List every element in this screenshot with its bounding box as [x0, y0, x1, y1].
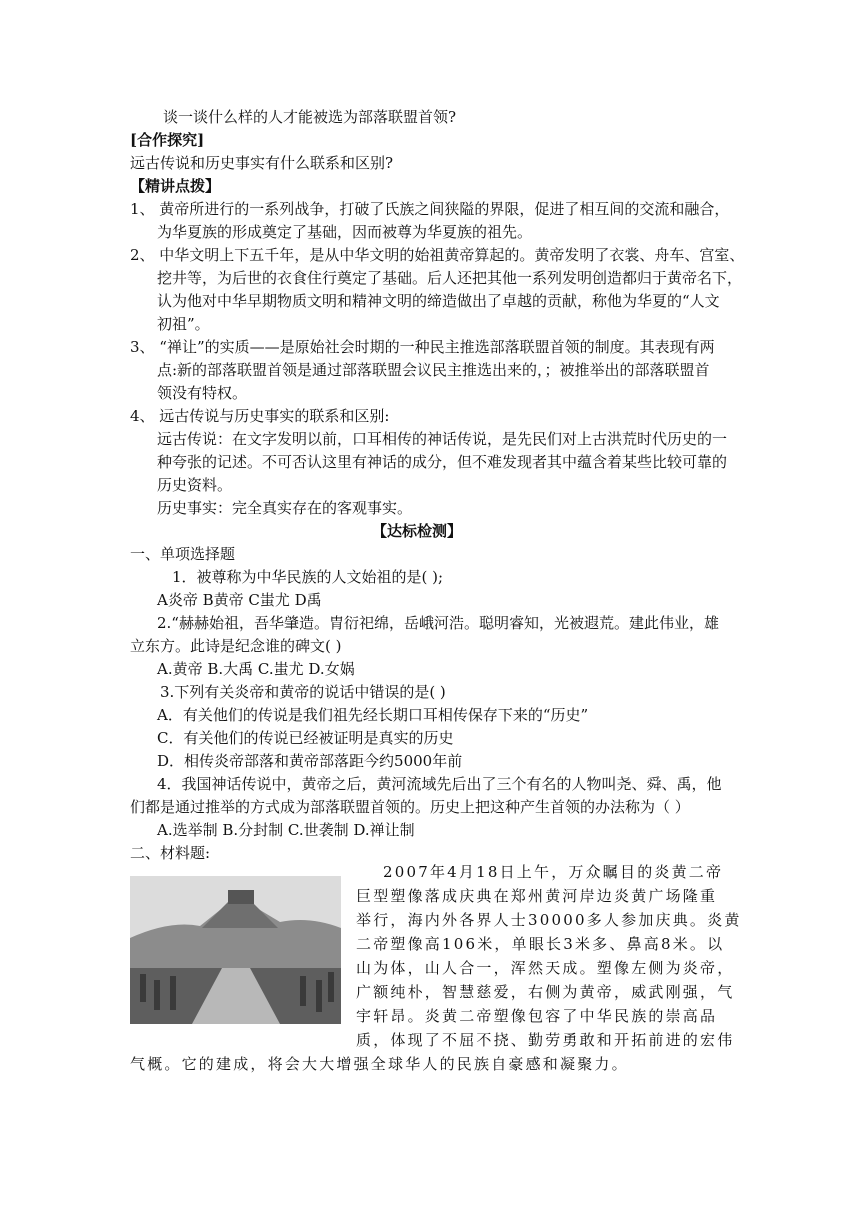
- text-line: 挖井等，为后世的衣食住行奠定了基础。后人还把其他一系列发明创造都归于黄帝名下，: [157, 269, 743, 287]
- text-line: 历史资料。: [157, 476, 233, 494]
- options: A炎帝 B黄帝 C蚩尤 D禹: [157, 591, 322, 609]
- text-line: 种夸张的记述。不可否认这里有神话的成分，但不难发现者其中蕴含着某些比较可靠的: [157, 453, 728, 471]
- text-line: 认为他对中华早期物质文明和精神文明的缔造做出了卓越的贡献，称他为华夏的“人文: [157, 292, 720, 310]
- text-line: 远古传说和历史事实有什么联系和区别?: [130, 154, 394, 172]
- section-heading: [合作探究]: [130, 131, 205, 149]
- question: 2.“赫赫始祖，吾华肇造。胄衍祀绵，岳峨河浩。聪明睿知，光被遐荒。建此伟业，雄: [157, 614, 719, 632]
- question: 3.下列有关炎帝和黄帝的说话中错误的是( ): [160, 683, 446, 701]
- text-line: 领没有特权。: [157, 384, 248, 402]
- text-line: 一、单项选择题: [130, 545, 236, 563]
- text-line: 历史事实：完全真实存在的客观事实。: [157, 499, 413, 517]
- options: C．有关他们的传说已经被证明是真实的历史: [157, 729, 454, 747]
- text-line: 巨型塑像落成庆典在郑州黄河岸边炎黄广场隆重: [356, 887, 718, 905]
- question: 1．被尊称为中华民族的人文始祖的是( );: [172, 568, 444, 586]
- photo-statue-plaza: [130, 876, 341, 1024]
- text-line: 谈一谈什么样的人才能被选为部落联盟首领?: [163, 108, 457, 126]
- text-line: 2007年4月18日上午，万众瞩目的炎黄二帝: [383, 863, 724, 881]
- section-heading: 【精讲点拨】: [130, 177, 221, 195]
- section-heading: 【达标检测】: [372, 522, 463, 540]
- text-line: 广额纯朴，智慧慈爱，右侧为黄帝，威武刚强，气: [356, 983, 735, 1001]
- options: D．相传炎帝部落和黄帝部落距今约5000年前: [157, 752, 463, 770]
- text-line: 远古传说：在文字发明以前，口耳相传的神话传说，是先民们对上古洪荒时代历史的一: [157, 430, 728, 448]
- text-line: 点:新的部落联盟首领是通过部落联盟会议民主推选出来的，；被推举出的部落联盟首: [157, 361, 710, 379]
- options: A.黄帝 B.大禹 C.蚩尤 D.女娲: [157, 660, 355, 678]
- text-line: 1、 黄帝所进行的一系列战争，打破了氏族之间狭隘的界限，促进了相互间的交流和融合，: [130, 200, 730, 218]
- text-line: 宇轩昂。炎黄二帝塑像包容了中华民族的崇高品: [356, 1007, 718, 1025]
- question: 4．我国神话传说中，黄帝之后，黄河流域先后出了三个有名的人物叫尧、舜、禹，他: [157, 775, 722, 793]
- text-line: 二帝塑像高106米，单眼长3米多、鼻高8米。以: [356, 935, 725, 953]
- options: A.选举制 B.分封制 C.世袭制 D.禅让制: [157, 821, 415, 839]
- text-line: 4、 远古传说与历史事实的联系和区别:: [130, 407, 390, 425]
- text-line: 气概。它的建成，将会大大增强全球华人的民族自豪感和凝聚力。: [130, 1055, 629, 1073]
- text-line: 初祖”。: [157, 315, 210, 333]
- text-line: 3、 “禅让”的实质——是原始社会时期的一种民主推选部落联盟首领的制度。其表现有两: [130, 338, 715, 356]
- options: A．有关他们的传说是我们祖先经长期口耳相传保存下来的“历史”: [157, 706, 589, 724]
- question: 们都是通过推举的方式成为部落联盟首领的。历史上把这种产生首领的办法称为（ ）: [130, 798, 690, 816]
- text-line: 举行，海内外各界人士30000多人参加庆典。炎黄: [356, 911, 742, 929]
- question: 立东方。此诗是纪念谁的碑文( ): [130, 637, 342, 655]
- text-line: 为华夏族的形成奠定了基础，因而被尊为华夏族的祖先。: [157, 223, 533, 241]
- text-line: 山为体，山人合一，浑然天成。塑像左侧为炎帝，: [356, 959, 735, 977]
- text-line: 质，体现了不屈不挠、勤劳勇敢和开拓前进的宏伟: [356, 1031, 735, 1049]
- text-line: 2、 中华文明上下五千年，是从中华文明的始祖黄帝算起的。黄帝发明了衣裳、舟车、宫室、: [130, 246, 745, 264]
- text-line: 二、材料题:: [130, 844, 211, 862]
